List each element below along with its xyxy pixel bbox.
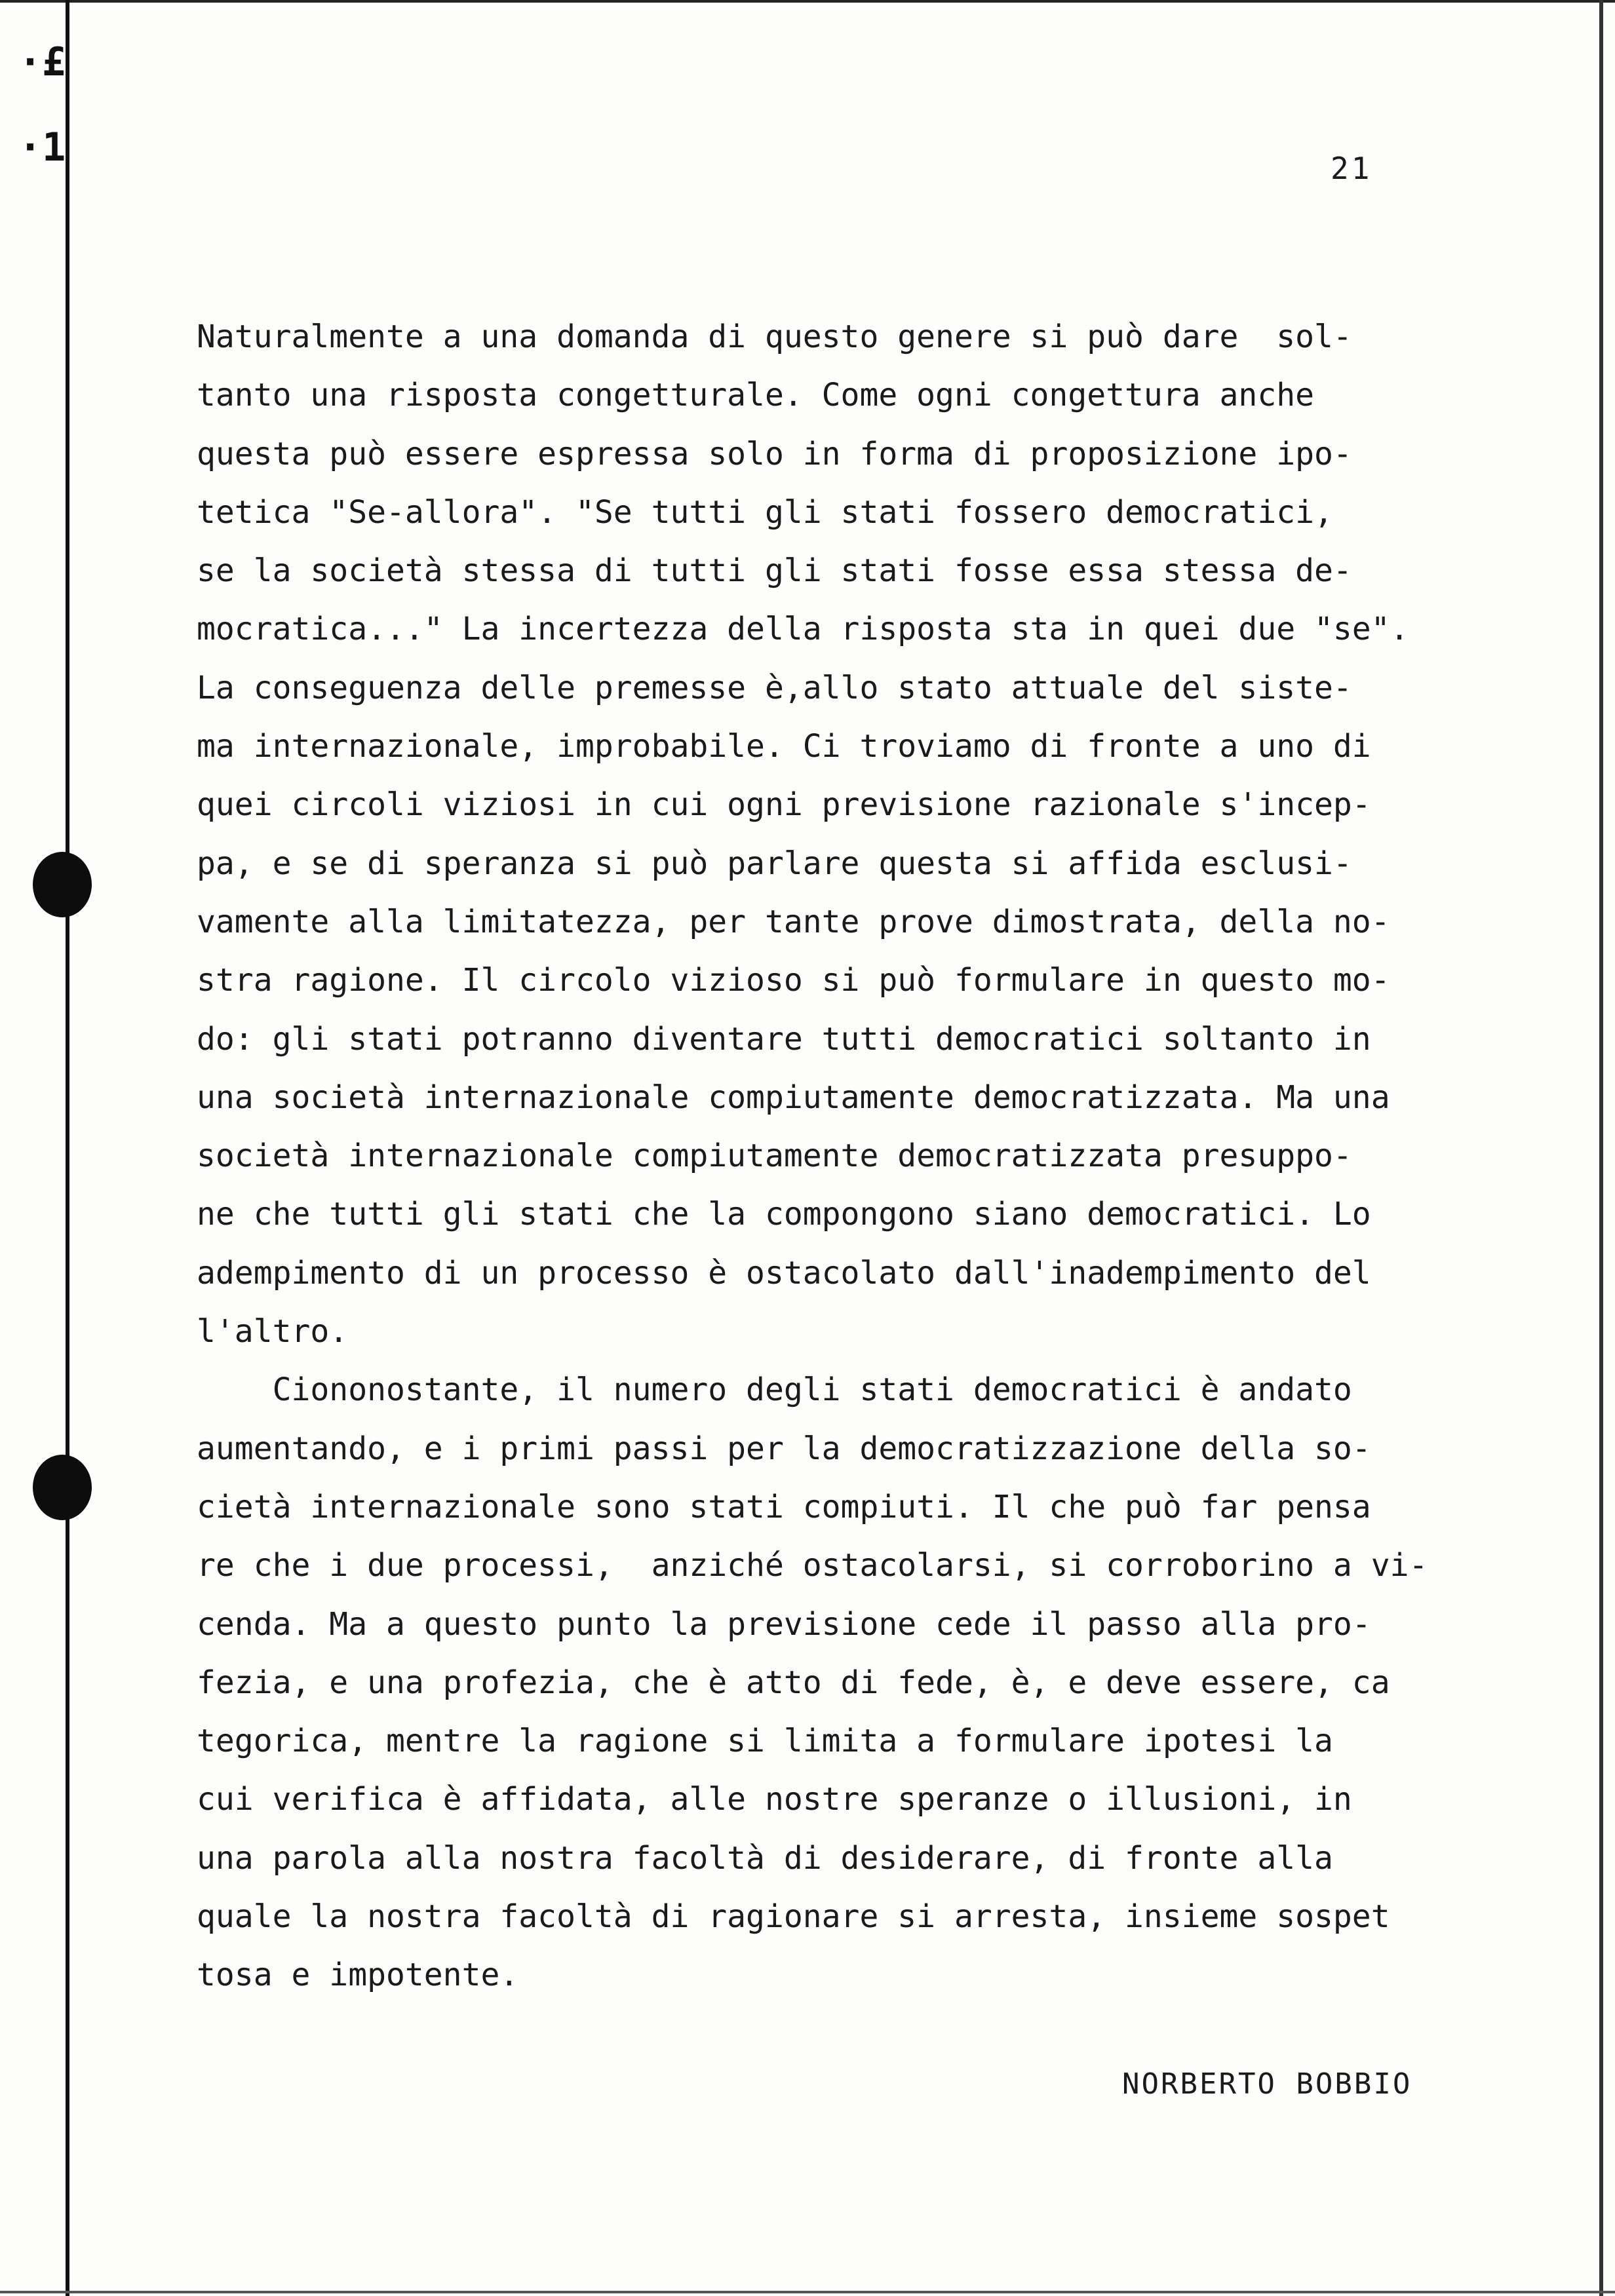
margin-ink-mark: ·1	[18, 124, 66, 170]
text-line: una società internazionale compiutamente democratizzata. Ma una	[197, 1079, 1390, 1116]
text-line: vamente alla limitatezza, per tante prove dimostrata, della no-	[197, 903, 1390, 940]
text-line: fezia, e una profezia, che è atto di fede, è, e deve essere, ca	[197, 1664, 1390, 1701]
scan-top-edge	[0, 0, 1615, 3]
text-line: ma internazionale, improbabile. Ci troviamo di fronte a uno di	[197, 728, 1371, 765]
text-line: società internazionale compiutamente democratizzata presuppo-	[197, 1138, 1352, 1175]
text-line: tosa e impotente.	[197, 1957, 519, 1994]
body-text	[197, 308, 1494, 2005]
text-line: cietà internazionale sono stati compiuti. Il che può far pensa	[197, 1488, 1371, 1525]
text-line: quale la nostra facoltà di ragionare si arresta, insieme sospet	[197, 1898, 1390, 1936]
text-line: se la società stessa di tutti gli stati fosse essa stessa de-	[197, 552, 1352, 590]
binding-margin-rule	[66, 0, 69, 2296]
text-line: La conseguenza delle premesse è,allo stato attuale del siste-	[197, 669, 1352, 706]
author-signature: NORBERTO BOBBIO	[1122, 2067, 1412, 2101]
text-line: stra ragione. Il circolo vizioso si può formulare in questo mo-	[197, 962, 1390, 999]
scan-bottom-edge	[0, 2291, 1615, 2293]
text-line: questa può essere espressa solo in forma di proposizione ipo-	[197, 435, 1352, 472]
page-right-edge	[1599, 0, 1603, 2296]
margin-ink-mark: ·£	[18, 39, 66, 85]
page-number: 21	[1331, 151, 1372, 186]
text-line: cenda. Ma a questo punto la previsione cede il passo alla pro-	[197, 1605, 1371, 1643]
text-line: do: gli stati potranno diventare tutti democratici soltanto in	[197, 1020, 1371, 1058]
text-line: l'altro.	[197, 1313, 349, 1350]
text-line: Ciononostante, il numero degli stati democratici è andato	[197, 1371, 1352, 1409]
text-line: adempimento di un processo è ostacolato dall'inadempimento del	[197, 1254, 1371, 1292]
text-line: una parola alla nostra facoltà di desiderare, di fronte alla	[197, 1839, 1333, 1877]
text-line: mocratica..." La incertezza della risposta sta in quei due "se".	[197, 611, 1409, 648]
text-line: cui verifica è affidata, alle nostre speranze o illusioni, in	[197, 1781, 1352, 1818]
text-line: aumentando, e i primi passi per la democratizzazione della so-	[197, 1430, 1371, 1467]
text-line: tetica "Se-allora". "Se tutti gli stati fossero democratici,	[197, 493, 1333, 531]
text-line: Naturalmente a una domanda di questo genere si può dare sol-	[197, 318, 1352, 355]
text-line: pa, e se di speranza si può parlare questa si affida esclusi-	[197, 845, 1352, 882]
text-line: ne che tutti gli stati che la compongono siano democratici. Lo	[197, 1196, 1371, 1233]
punch-hole-upper	[33, 852, 92, 917]
text-line: tegorica, mentre la ragione si limita a formulare ipotesi la	[197, 1723, 1333, 1760]
punch-hole-lower	[33, 1455, 92, 1520]
text-line: re che i due processi, anziché ostacolarsi, si corroborino a vi-	[197, 1547, 1428, 1584]
text-line: tanto una risposta congetturale. Come ogni congettura anche	[197, 377, 1315, 414]
text-line: quei circoli viziosi in cui ogni previsione razionale s'incep-	[197, 786, 1371, 824]
